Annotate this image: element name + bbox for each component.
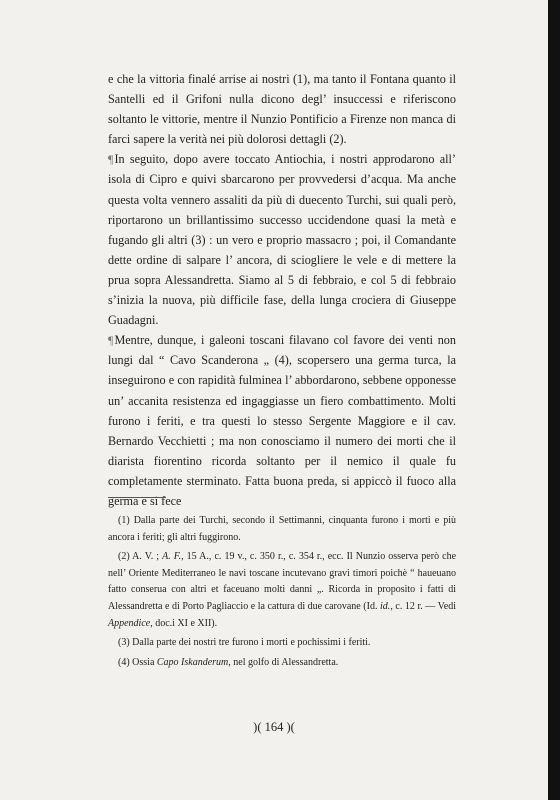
footnote-1: (1) Dalla parte dei Turchi, secondo il Settimanni, cinquanta furono i morti e più ancora i feriti; gli altri fuggirono. [108,515,456,543]
footnote-2-italic: Appendice [108,617,151,629]
footnote-2-part: (2) A. V. ; [118,551,163,563]
paragraph-3 [108,330,456,511]
footnote-3: (3) Dalla parte dei nostri tre furono i morti e pochissimi i feriti. [118,637,371,649]
pilcrow-icon: ¶ [108,333,114,348]
footnote-4-part: , nel golfo di Alessandretta. [228,656,339,668]
footnote-2-part: , 15 A., c. 19 v., c. 350 r., c. 354 r., ecc. Il Nunzio osserva però che nell’ Oriente Mediterraneo le navi toscane incutevano gravi timori poichè “ haueuano fatto conserua con altri et faceuano molti danni „. Ricorda in proposito i fatti di Alessandretta e di Porto Pagliaccio e la cattura di due carovane (Id. [108,551,457,612]
paragraph-3-text: Mentre, dunque, i galeoni toscani filavano col favore dei venti non lungi dal “ Cavo Scanderona „ (4), scopersero una germa turca, la inseguirono e con rapidità fulminea l’ abbordarono, sebbene opponesse un’ accanita resistenza ed ingaggiasse un fiero combattimento. Molti furono i feriti, e tra questi lo stesso Sergente Maggiore e il cav. Bernardo Vecchietti ; ma non conosciamo il numero dei morti che il diarista fiorentino ricorda soltanto per il nemico il quale fu completamente sterminato. Fatta buona preda, si appiccò il fuoco alla germa e si fece [108,333,456,508]
paragraph-2-text: In seguito, dopo avere toccato Antiochia, i nostri approdarono all’ isola di Cipro e quivi sbarcarono per provvedersi d’acqua. Ma anche questa volta vennero assaliti da più di duecento Turchi, sui quali però, riportarono un brillantissimo successo uccidendone quasi la metà e fugando gli altri (3) : un vero e proprio massacro ; poi, il Comandante dette ordine di salpare l’ ancora, di sciogliere le vele e di mettere la prua sopra Alessandretta. Siamo al 5 di febbraio, e col 5 di febbraio s’inizia la nuova, più difficile fase, della lunga crociera di Giuseppe Guadagni. [108,152,456,328]
footnote-2-italic: id. [380,600,391,612]
ornament-right: )( [286,720,295,734]
footnote-4-part: (4) Ossia [118,656,157,668]
footnote-2 [108,549,456,632]
footnotes [108,513,456,674]
page-number [0,720,548,735]
footnote-4 [108,655,456,672]
page-number-value: 164 [264,720,284,734]
paragraph-1: e che la vittoria finalé arrise ai nostri (1), ma tanto il Fontana quanto il Santelli ed il Grifoni nulla dicono degl’ insuccessi e riferiscono soltanto le vittorie, mentre il Nunzio Pontificio a Firenze non manca di farci sapere la verità nei più dolorosi dettagli (2). [108,72,456,147]
footnote-4-italic: Capo Iskanderum [156,656,229,668]
footnote-separator [108,497,166,498]
footnote-2-part: , c. 12 r. — Vedi [390,600,456,612]
pilcrow-icon: ¶ [108,152,114,167]
main-text [108,69,456,511]
ornament-left: )( [253,720,262,734]
scan-edge [548,0,560,800]
paragraph-2 [108,149,456,330]
footnote-2-part: , doc.i XI e XII). [150,617,218,629]
footnote-2-italic: A. F. [162,551,182,563]
